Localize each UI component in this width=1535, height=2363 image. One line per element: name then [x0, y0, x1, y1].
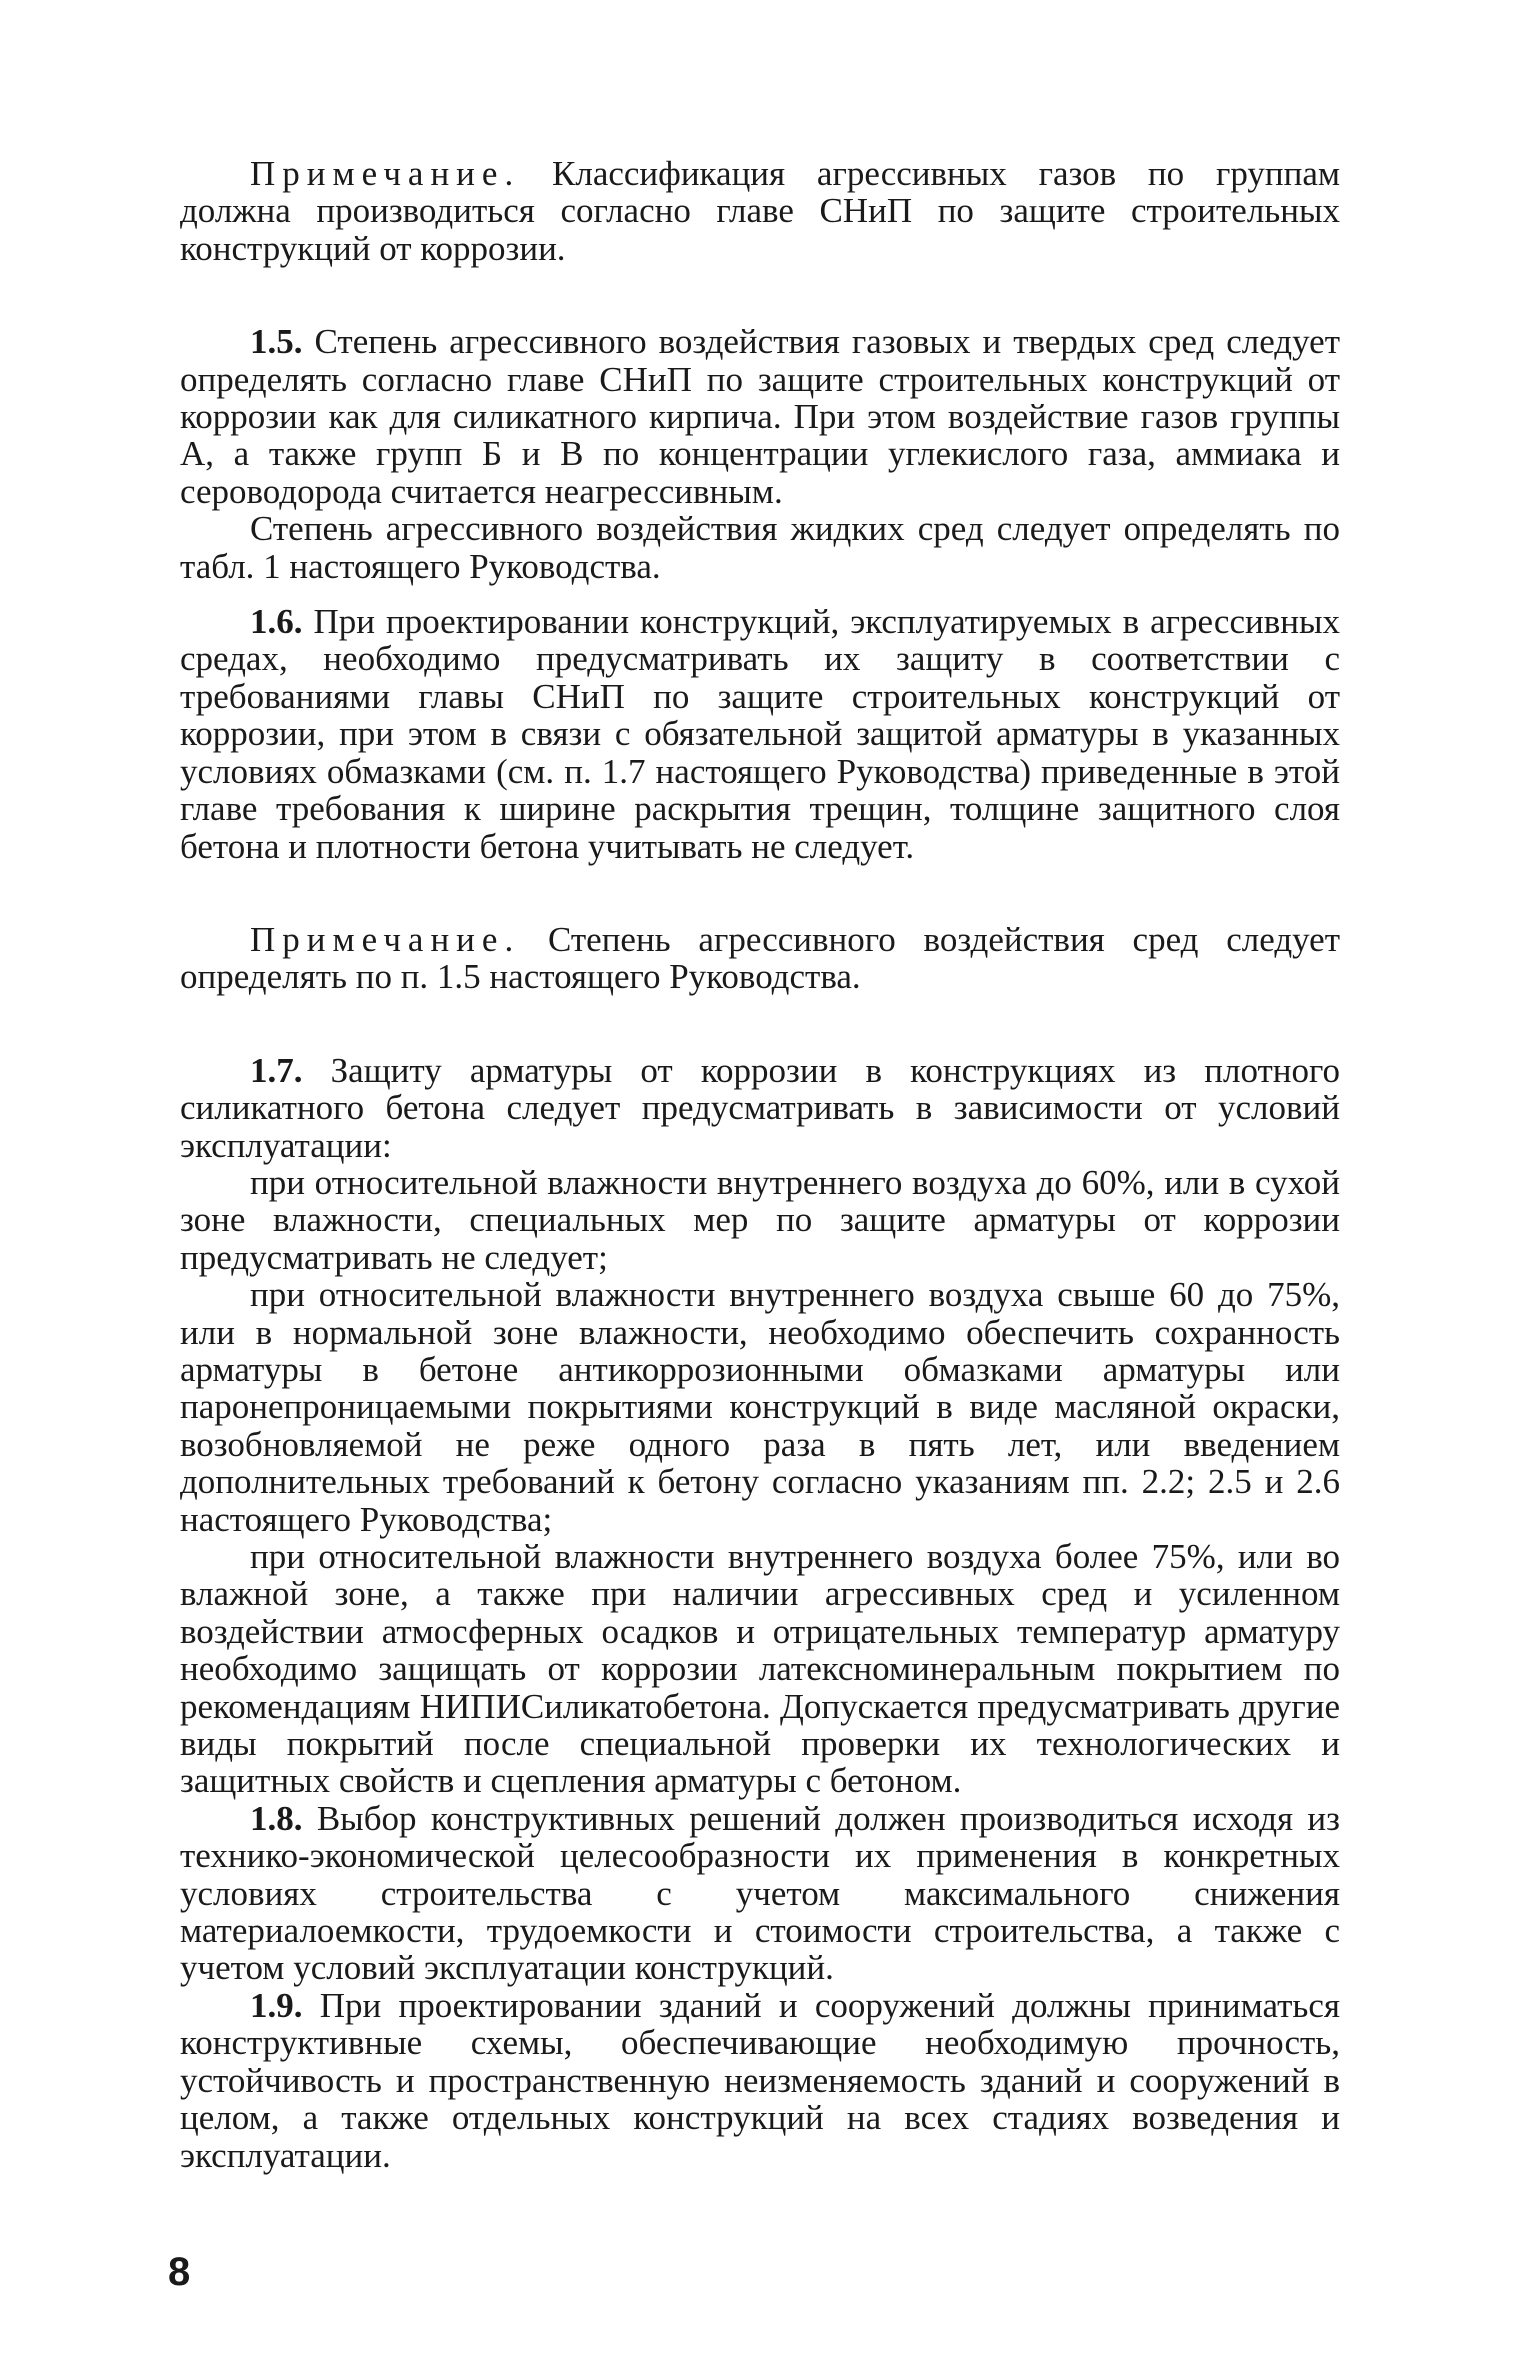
section-1-7-para-2: при относительной влажности внутреннего воздуха до 60%, или в сухой зоне влажности, специальных мер по защите арматуры от коррозии предусматривать не следует; — [180, 1162, 1340, 1277]
page-body — [180, 155, 1340, 2174]
section-number: 1.5. — [250, 322, 303, 362]
note-label: Примечание. — [250, 154, 521, 193]
page-number: 8 — [168, 2250, 191, 2294]
section-1-7-para-4: при относительной влажности внутреннего воздуха более 75%, или во влажной зоне, а также при наличии агрессивных сред и усиленном воздействии атмосферных осадков и отрицательных температур арматуру необходимо защищать от коррозии латексноминеральным покрытием по рекомендациям НИПИСиликатобетона. Допускается предусматривать другие виды покрытий после специальной проверки их технологических и защитных свойств и сцепления арматуры с бетоном. — [180, 1537, 1340, 1801]
spacer — [180, 996, 1340, 1052]
note-text: Степень агрессивного воздействия сред следует определять по п. 1.5 настоящего Руководства. — [180, 919, 1340, 997]
section-1-5-para-2: Степень агрессивного воздействия жидких сред следует определять по табл. 1 настоящего Руководства. — [180, 509, 1340, 586]
section-number: 1.9. — [250, 1985, 303, 2025]
note-text: Классификация агрессивных газов по группам должна производиться согласно главе СНиП по защите строительных конструкций от коррозии. — [180, 154, 1340, 268]
spacer — [180, 267, 1340, 323]
note-aggressive-media — [180, 921, 1340, 996]
section-1-9-para-1 — [180, 1987, 1340, 2174]
note-classification — [180, 155, 1340, 267]
section-text: Степень агрессивного воздействия газовых и твердых сред следует определять согласно главе СНиП по защите строительных конструкций от коррозии как для силикатного кирпича. При этом воздействие газов группы А, а также групп Б и В по концентрации углекислого газа, аммиака и сероводорода считается неагрессивным. — [180, 322, 1340, 511]
section-text: Защиту арматуры от коррозии в конструкциях из плотного силикатного бетона следует предусматривать в зависимости от условий эксплуатации: — [180, 1050, 1340, 1165]
section-1-6-para-1 — [180, 603, 1340, 865]
section-number: 1.8. — [250, 1798, 303, 1838]
section-1-8-para-1 — [180, 1800, 1340, 1987]
section-1-7-para-1 — [180, 1052, 1340, 1164]
section-text: Выбор конструктивных решений должен производиться исходя из технико-экономической целесообразности их применения в конкретных условиях строительства с учетом максимального снижения материалоемкости, трудоемкости и стоимости строительства, а также с учетом условий эксплуатации конструкций. — [180, 1798, 1340, 1988]
section-1-7-para-3: при относительной влажности внутреннего воздуха свыше 60 до 75%, или в нормальной зоне влажности, необходимо обеспечить сохранность арматуры в бетоне антикоррозионными обмазками арматуры или паронепроницаемыми покрытиями конструкций в виде масляной окраски, возобновляемой не реже одного раза в пять лет, или введением дополнительных требований к бетону согласно указаниям пп. 2.2; 2.5 и 2.6 настоящего Руководства; — [180, 1275, 1340, 1539]
spacer — [180, 585, 1340, 603]
section-text: При проектировании зданий и сооружений должны приниматься конструктивные схемы, обеспечивающие необходимую прочность, устойчивость и пространственную неизменяемость зданий и сооружений в целом, а также отдельных конструкций на всех стадиях возведения и эксплуатации. — [180, 1985, 1340, 2175]
section-number: 1.6. — [250, 602, 303, 642]
note-label: Примечание. — [250, 919, 521, 959]
spacer — [180, 865, 1340, 921]
section-1-5-para-1 — [180, 323, 1340, 510]
section-number: 1.7. — [250, 1050, 303, 1090]
section-text: При проектировании конструкций, эксплуатируемых в агрессивных средах, необходимо предусматривать их защиту в соответствии с требованиями главы СНиП по защите строительных конструкций от коррозии, при этом в связи с обязательной защитой арматуры в указанных условиях обмазками (см. п. 1.7 настоящего Руководства) приведенные в этой главе требования к ширине раскрытия трещин, толщине защитного слоя бетона и плотности бетона учитывать не следует. — [180, 602, 1340, 866]
